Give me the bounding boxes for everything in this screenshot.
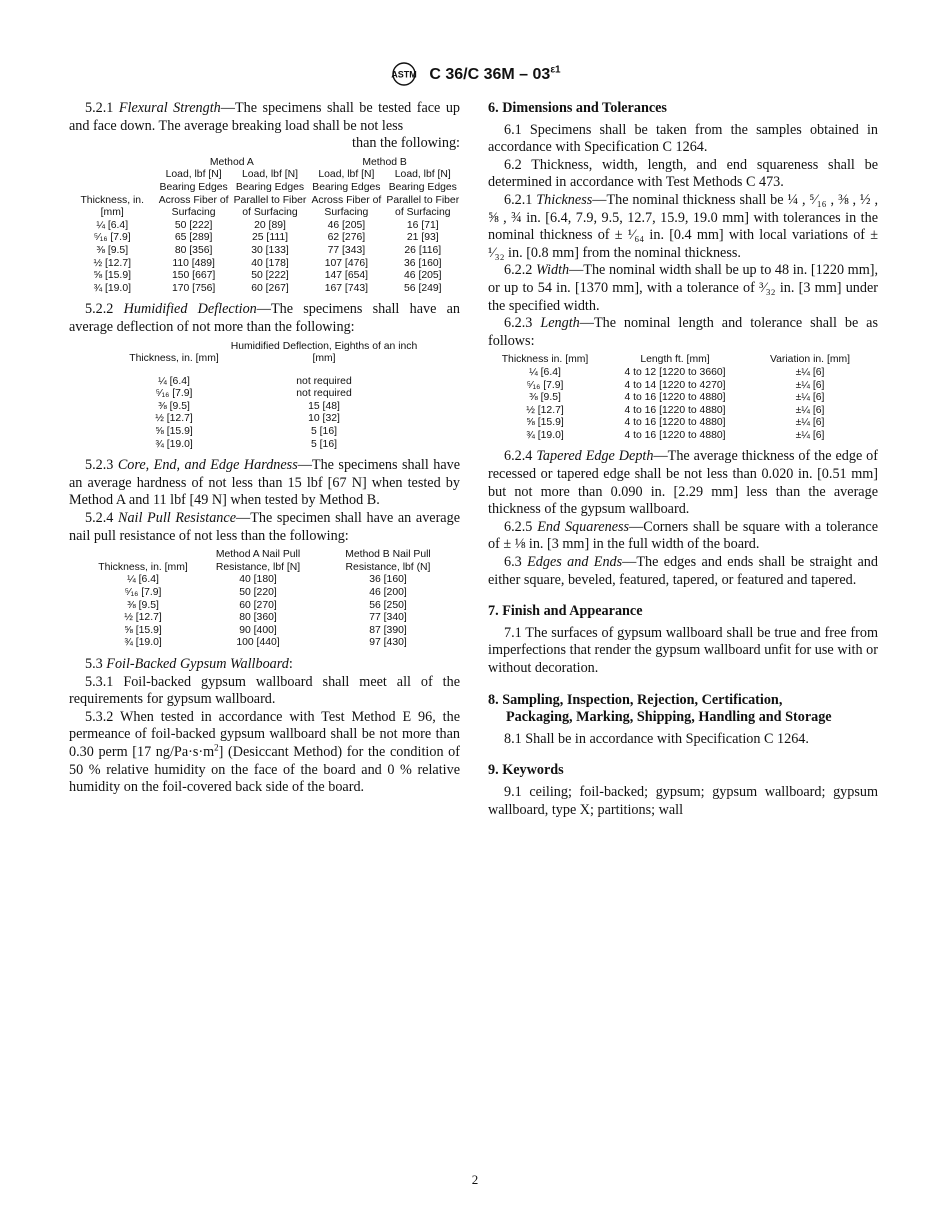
document-id: C 36/C $36M - 03^{\varepsilon 1}$ [429, 64, 561, 83]
para-5-2-1-tail: than the following: [352, 135, 460, 152]
para-5-2-4: 5.2.4 Nail Pull Resistance—The specimen shall have an average nail pull resistance of not less than the following: [69, 510, 460, 544]
humidified-deflection-table [124, 341, 424, 452]
table-row: ⅜ [9.5] 80 [356] 30 [133] 77 [343] 26 [116] [96, 244, 442, 256]
col-header: Load, lbf [N] Bearing Edges Parallel to Fiber of Surfacing [233, 169, 307, 219]
table-row: ½ [12.7] 110 [489] 40 [178] 107 [476] 36 [160] [93, 257, 442, 269]
col-header: Method B Nail Pull Resistance, lbf (N] [345, 549, 431, 573]
table-row: ⅝ [15.9] 5 [16] [155, 426, 337, 438]
para-5-2-2: 5.2.2 Humidified Deflection—The specimens shall have an average deflection of not more than the following: [69, 301, 461, 335]
right-column [488, 100, 878, 819]
para-9-1: 9.1 ceiling; foil-backed; gypsum; gypsum wallboard; gypsum wallboard, type X; partitions; wall [488, 783, 878, 818]
section-9-heading: 9. Keywords [488, 762, 564, 779]
group-header-a: Method A [209, 156, 254, 168]
col-header: Length ft. [mm] [640, 354, 710, 366]
col-header: Method A Nail Pull Resistance, lbf [N] [215, 549, 301, 573]
table-row: ¾ [19.0] 100 [440] 97 [430] [124, 637, 407, 649]
page-header [0, 62, 950, 86]
table-row: ¼ [6.4] 40 [180] 36 [160] [127, 574, 407, 586]
page-number: 2 [471, 1172, 479, 1187]
table-row: ¾ [19.0] 170 [756] 60 [267] 167 [743] 56 [249] [93, 282, 442, 294]
table-row: ⅝ [15.9] 4 to 16 [1220 to 4880] ±¼ [6] [526, 417, 825, 429]
logo-text: ASTM [391, 69, 418, 80]
table-row: ¼ [6.4] not required [158, 375, 352, 387]
para-6-2-5: 6.2.5 End Squareness—Corners shall be square with a tolerance of ± ⅛ in. [3 mm] in the full width of the board. [488, 518, 878, 553]
group-header-b: Method B [362, 156, 407, 168]
para-7-1: 7.1 The surfaces of gypsum wallboard shall be true and free from imperfections that render the gypsum wallboard unfit for use with or without decoration. [488, 624, 878, 676]
table-row: ⅜ [9.5] 60 [270] 56 [250] [127, 599, 407, 611]
section-7-heading: 7. Finish and Appearance [488, 603, 643, 620]
astm-logo-icon [389, 62, 419, 86]
table-row: ½ [12.7] 80 [360] 77 [340] [124, 612, 407, 624]
table-row: ⅜ [9.5] 15 [48] [158, 400, 340, 412]
col-header: Load, lbf [N] Bearing Edges Across Fiber of Surfacing [311, 169, 382, 219]
col-header: Load, lbf [N] Bearing Edges Parallel to Fiber of Surfacing [386, 169, 460, 219]
col-header: Thickness, in. [mm] [80, 194, 144, 219]
table-row: ⁵⁄₁₆ [7.9] 50 [220] 46 [200] [124, 587, 407, 598]
para-5-2-3: 5.2.3 Core, End, and Edge Hardness—The specimens shall have an average hardness of not less than 15 lbf [67 N] when tested by Method A and 11 lbf [49 N] when tested by Method B. [69, 457, 461, 509]
para-6-3: 6.3 Edges and Ends—The edges and ends shall be straight and either square, beveled, featured, tapered, or featured and tapered. [488, 554, 878, 588]
para-5-3: 5.3 Foil-Backed Gypsum Wallboard: [85, 655, 293, 672]
table-row: ⁵⁄₁₆ [7.9] 65 [289] 25 [111] 62 [276] 21 [93] [93, 232, 439, 244]
section-8-heading: 8. Sampling, Inspection, Rejection, Certification, Packaging, Marking, Shipping, Handling and Storage [488, 691, 832, 726]
section-6-heading: 6. Dimensions and Tolerances [488, 100, 667, 116]
length-tolerance-table [500, 354, 860, 442]
table-row: ¾ [19.0] 4 to 16 [1220 to 4880] ±¼ [6] [526, 429, 825, 441]
table-row: ¾ [19.0] 5 [16] [155, 438, 337, 450]
para-6-2-1: 6.2.1 Thickness—The nominal thickness shall be ¼ , ⁵⁄₁₆ , ⅜ , ½ , ⅝ , ¾ in. [6.4, 7.9, 9.5, 12.7, 15.9, 19.0 mm] with tolerances in the nominal thickness of ± ¹⁄₆₄ in. [0.4 mm] with local variations of ± ¹⁄₃₂ in. [0.8 mm] from the nominal thickness. [488, 191, 878, 261]
table-row: ½ [12.7] 10 [32] [155, 413, 340, 425]
para-5-2-1: 5.2.1 Flexural Strength—The specimens shall be tested face up and face down. The average breaking load shall be not less [69, 100, 461, 134]
flexural-strength-table [69, 157, 461, 296]
nail-pull-table [93, 549, 453, 650]
col-header: Variation in. [mm] [769, 354, 851, 366]
para-5-3-2: 5.3.2 When tested in accordance with Test Method E 96, the permeance of foil-backed gypsum wallboard shall be not more than 0.30 perm [17 $ng/Pa\cdot s\cdot m^2$] (Desiccant Method) for the condition of 50 % relative humidity on the face of the board and 0 % relative humidity on the foil-covered back side of the board. [69, 708, 460, 796]
left-column [69, 100, 460, 797]
col-header: Thickness, in. [mm] [98, 561, 188, 573]
para-6-2-2: 6.2.2 Width—The nominal width shall be up to 48 in. [1220 mm], or up to 54 in. [1370 mm], with a tolerance of ³⁄₃₂ in. [3 mm] under the specified width. [488, 262, 878, 314]
col-header: Thickness, in. [mm] [129, 353, 219, 365]
table-row: ⅝ [15.9] 150 [667] 50 [222] 147 [654] 46 [205] [93, 270, 442, 282]
table-row: ½ [12.7] 4 to 16 [1220 to 4880] ±¼ [6] [526, 404, 825, 416]
para-5-3-1: 5.3.1 Foil-backed gypsum wallboard shall meet all of the requirements for gypsum wallboard. [69, 673, 460, 708]
para-8-1: 8.1 Shall be in accordance with Specification C 1264. [504, 730, 809, 747]
table-row: ⁵⁄₁₆ [7.9] not required [155, 388, 352, 400]
col-header: Thickness in. [mm] [501, 354, 589, 366]
col-header: Humidified Deflection, Eighths of an inch [mm] [230, 340, 418, 365]
para-6-2: 6.2 Thickness, width, length, and end squareness shall be determined in accordance with Test Methods C 473. [488, 156, 878, 191]
col-header: Load, lbf [N] Bearing Edges Across Fiber of Surfacing [158, 169, 229, 219]
table-row: ⅜ [9.5] 4 to 16 [1220 to 4880] ±¼ [6] [529, 392, 825, 404]
table-row: ¼ [6.4] 4 to 12 [1220 to 3660] ±¼ [6] [529, 366, 825, 378]
table-row: ⅝ [15.9] 90 [400] 87 [390] [124, 624, 407, 636]
table-row: ⁵⁄₁₆ [7.9] 4 to 14 [1220 to 4270] ±¼ [6] [526, 379, 825, 391]
para-6-2-4: 6.2.4 Tapered Edge Depth—The average thickness of the edge of recessed or tapered edge shall be not less than 0.020 in. [0.51 mm] but not more than 0.090 in. [2.29 mm] less than the average thickness of the gypsum wallboard. [488, 448, 878, 518]
para-6-2-3: 6.2.3 Length—The nominal length and tolerance shall be as follows: [488, 315, 879, 349]
table-row: ¼ [6.4] 50 [222] 20 [89] 46 [205] 16 [71] [96, 219, 439, 231]
para-6-1: 6.1 Specimens shall be taken from the samples obtained in accordance with Specification C 1264. [488, 121, 878, 156]
